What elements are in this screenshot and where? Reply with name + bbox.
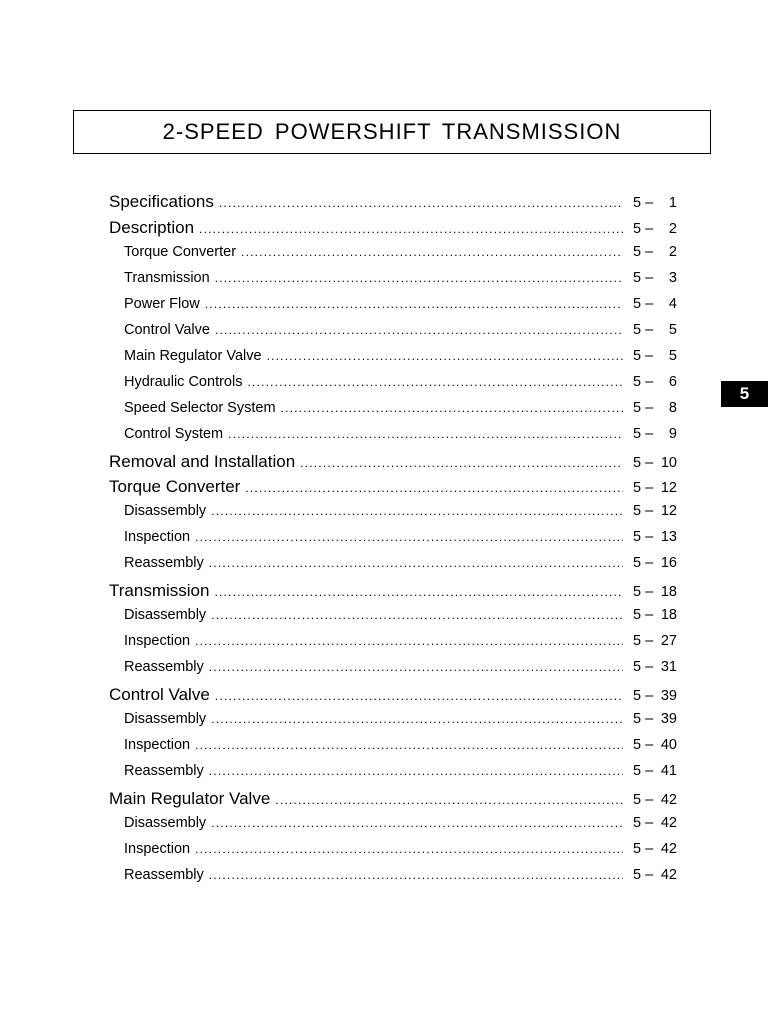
toc-chapter-number: 5 –: [633, 555, 654, 572]
toc-entry-label: Inspection: [124, 840, 191, 857]
toc-page-number: 5: [668, 347, 677, 364]
toc-section-entry[interactable]: [109, 685, 677, 711]
toc-page-number: 42: [660, 840, 677, 857]
toc-dot-leader: [281, 401, 623, 415]
toc-dot-leader: [209, 556, 623, 570]
toc-chapter-number: 5 –: [633, 607, 654, 624]
toc-page-reference: [633, 688, 677, 704]
toc-page-reference: [633, 455, 677, 471]
toc-entry-label: Speed Selector System: [124, 399, 276, 416]
toc-section-entry[interactable]: [109, 192, 677, 218]
toc-page-reference: [633, 348, 677, 364]
toc-chapter-number: 5 –: [633, 840, 654, 857]
toc-subsection-entry[interactable]: [109, 815, 677, 841]
toc-page-number: 42: [660, 814, 677, 831]
toc-chapter-number: 5 –: [633, 347, 654, 364]
toc-entry-label: Reassembly: [124, 762, 204, 779]
toc-dot-leader: [205, 297, 623, 311]
toc-subsection-entry[interactable]: [109, 841, 677, 867]
toc-section-entry[interactable]: [109, 581, 677, 607]
toc-page-number: 1: [668, 195, 677, 211]
toc-page-reference: [633, 867, 677, 883]
toc-chapter-number: 5 –: [633, 659, 654, 676]
toc-subsection-entry[interactable]: [109, 503, 677, 529]
toc-subsection-entry[interactable]: [109, 867, 677, 893]
toc-dot-leader: [211, 608, 623, 622]
toc-entry-label: Disassembly: [124, 503, 207, 520]
toc-page-number: 2: [668, 220, 677, 237]
toc-page-number: 42: [660, 791, 677, 808]
toc-dot-leader: [211, 816, 623, 830]
toc-subsection-entry[interactable]: [109, 348, 677, 374]
toc-entry-label: Disassembly: [124, 607, 207, 624]
toc-page-number: 42: [660, 866, 677, 883]
toc-page-number: 39: [660, 711, 677, 727]
toc-chapter-number: 5 –: [633, 195, 654, 211]
toc-dot-leader: [209, 868, 623, 882]
toc-chapter-number: 5 –: [633, 711, 654, 727]
toc-subsection-entry[interactable]: [109, 244, 677, 270]
toc-entry-label: Main Regulator Valve: [124, 347, 262, 364]
toc-chapter-number: 5 –: [633, 480, 654, 497]
toc-page-number: 18: [660, 584, 677, 601]
toc-page-number: 41: [660, 762, 677, 779]
toc-page-reference: [633, 737, 677, 753]
toc-page-number: 39: [660, 688, 677, 705]
toc-entry-label: Power Flow: [124, 295, 200, 312]
toc-entry-label: Disassembly: [124, 814, 207, 831]
toc-page-reference: [633, 244, 677, 260]
toc-dot-leader: [211, 504, 623, 518]
toc-entry-label: Torque Converter: [109, 477, 241, 497]
toc-chapter-number: 5 –: [633, 584, 654, 601]
toc-page-number: 16: [660, 555, 677, 572]
toc-dot-leader: [228, 427, 623, 441]
toc-dot-leader: [247, 375, 623, 389]
toc-entry-label: Specifications: [109, 192, 214, 211]
toc-subsection-entry[interactable]: [109, 426, 677, 452]
toc-page-reference: [633, 322, 677, 338]
toc-subsection-entry[interactable]: [109, 322, 677, 348]
toc-page-reference: [633, 503, 677, 519]
toc-subsection-entry[interactable]: [109, 737, 677, 763]
toc-chapter-number: 5 –: [633, 866, 654, 883]
toc-section-entry[interactable]: [109, 452, 677, 478]
toc-chapter-number: 5 –: [633, 529, 654, 546]
toc-chapter-number: 5 –: [633, 373, 654, 390]
toc-page-reference: [633, 555, 677, 571]
toc-page-number: 27: [660, 633, 677, 650]
toc-entry-label: Inspection: [124, 529, 191, 546]
toc-dot-leader: [215, 323, 623, 337]
table-of-contents: [109, 192, 677, 893]
toc-page-number: 6: [668, 373, 677, 390]
toc-entry-label: Control System: [124, 425, 224, 442]
toc-entry-label: Transmission: [109, 581, 210, 601]
toc-section-entry[interactable]: [109, 789, 677, 815]
toc-chapter-number: 5 –: [633, 321, 654, 338]
toc-chapter-number: 5 –: [633, 399, 654, 416]
toc-subsection-entry[interactable]: [109, 633, 677, 659]
toc-subsection-entry[interactable]: [109, 763, 677, 789]
toc-dot-leader: [211, 712, 623, 726]
toc-page-reference: [633, 270, 677, 286]
title-box: [73, 110, 711, 154]
toc-section-entry[interactable]: [109, 218, 677, 244]
toc-subsection-entry[interactable]: [109, 555, 677, 581]
toc-chapter-number: 5 –: [633, 454, 654, 471]
toc-dot-leader: [214, 585, 623, 599]
toc-dot-leader: [215, 271, 623, 285]
toc-chapter-number: 5 –: [633, 814, 654, 831]
toc-section-entry[interactable]: [109, 477, 677, 503]
toc-dot-leader: [195, 842, 623, 856]
toc-chapter-number: 5 –: [633, 688, 654, 705]
toc-chapter-number: 5 –: [633, 425, 654, 442]
toc-chapter-number: 5 –: [633, 503, 654, 520]
toc-page-number: 9: [668, 425, 677, 442]
toc-entry-label: Hydraulic Controls: [124, 373, 243, 390]
toc-page-reference: [633, 584, 677, 600]
toc-dot-leader: [195, 530, 623, 544]
toc-dot-leader: [245, 481, 623, 495]
toc-page-number: 18: [660, 607, 677, 624]
toc-entry-label: Torque Converter: [124, 243, 237, 260]
toc-chapter-number: 5 –: [633, 295, 654, 312]
toc-page-number: 12: [660, 480, 677, 497]
toc-dot-leader: [267, 349, 623, 363]
section-tab-label: 5: [739, 384, 750, 403]
toc-page-reference: [633, 400, 677, 416]
toc-page-reference: [633, 426, 677, 442]
toc-page-number: 31: [660, 659, 677, 676]
toc-page-number: 12: [660, 503, 677, 520]
toc-page-reference: [633, 792, 677, 808]
toc-page-number: 4: [668, 295, 677, 312]
toc-dot-leader: [195, 738, 623, 752]
toc-page-reference: [633, 815, 677, 831]
toc-dot-leader: [215, 689, 623, 703]
toc-page-reference: [633, 529, 677, 545]
toc-subsection-entry[interactable]: [109, 400, 677, 426]
toc-dot-leader: [219, 196, 623, 210]
toc-chapter-number: 5 –: [633, 220, 654, 237]
page-title: 2-SPEED POWERSHIFT TRANSMISSION: [162, 119, 622, 144]
toc-subsection-entry[interactable]: [109, 659, 677, 685]
toc-subsection-entry[interactable]: [109, 296, 677, 322]
toc-dot-leader: [209, 764, 623, 778]
toc-dot-leader: [209, 660, 623, 674]
toc-page-number: 2: [668, 243, 677, 260]
toc-chapter-number: 5 –: [633, 791, 654, 808]
toc-dot-leader: [275, 793, 623, 807]
toc-page-reference: [633, 711, 677, 727]
toc-entry-label: Transmission: [124, 269, 210, 286]
toc-page-number: 5: [668, 321, 677, 338]
toc-page-reference: [633, 763, 677, 779]
toc-dot-leader: [199, 222, 623, 236]
toc-chapter-number: 5 –: [633, 736, 654, 753]
toc-chapter-number: 5 –: [633, 269, 654, 286]
toc-page-number: 10: [660, 454, 677, 471]
toc-page-reference: [633, 659, 677, 675]
toc-page-reference: [633, 841, 677, 857]
toc-subsection-entry[interactable]: [109, 711, 677, 737]
toc-page-reference: [633, 374, 677, 390]
toc-entry-label: Reassembly: [124, 659, 204, 676]
toc-page-reference: [633, 480, 677, 496]
toc-entry-label: Reassembly: [124, 555, 204, 572]
toc-page-reference: [633, 633, 677, 649]
toc-page-number: 8: [668, 399, 677, 416]
toc-page-reference: [633, 221, 677, 237]
toc-dot-leader: [241, 245, 623, 259]
toc-page-number: 3: [668, 269, 677, 286]
toc-entry-label: Inspection: [124, 736, 191, 753]
toc-chapter-number: 5 –: [633, 243, 654, 260]
toc-subsection-entry[interactable]: [109, 270, 677, 296]
toc-dot-leader: [195, 634, 623, 648]
toc-entry-label: Description: [109, 217, 195, 237]
toc-subsection-entry[interactable]: [109, 374, 677, 400]
toc-entry-label: Control Valve: [109, 685, 210, 705]
toc-entry-label: Inspection: [124, 633, 191, 650]
toc-entry-label: Main Regulator Valve: [109, 788, 271, 808]
toc-page-reference: [633, 296, 677, 312]
toc-page-number: 40: [660, 736, 677, 753]
toc-subsection-entry[interactable]: [109, 529, 677, 555]
section-tab: [721, 381, 768, 407]
toc-entry-label: Disassembly: [124, 711, 207, 727]
toc-page-reference: [633, 195, 677, 211]
toc-entry-label: Removal and Installation: [109, 451, 296, 471]
toc-chapter-number: 5 –: [633, 762, 654, 779]
toc-dot-leader: [300, 456, 623, 470]
toc-entry-label: Control Valve: [124, 321, 210, 338]
toc-entry-label: Reassembly: [124, 866, 204, 883]
toc-subsection-entry[interactable]: [109, 607, 677, 633]
toc-page-reference: [633, 607, 677, 623]
toc-chapter-number: 5 –: [633, 633, 654, 650]
toc-page-number: 13: [660, 529, 677, 546]
